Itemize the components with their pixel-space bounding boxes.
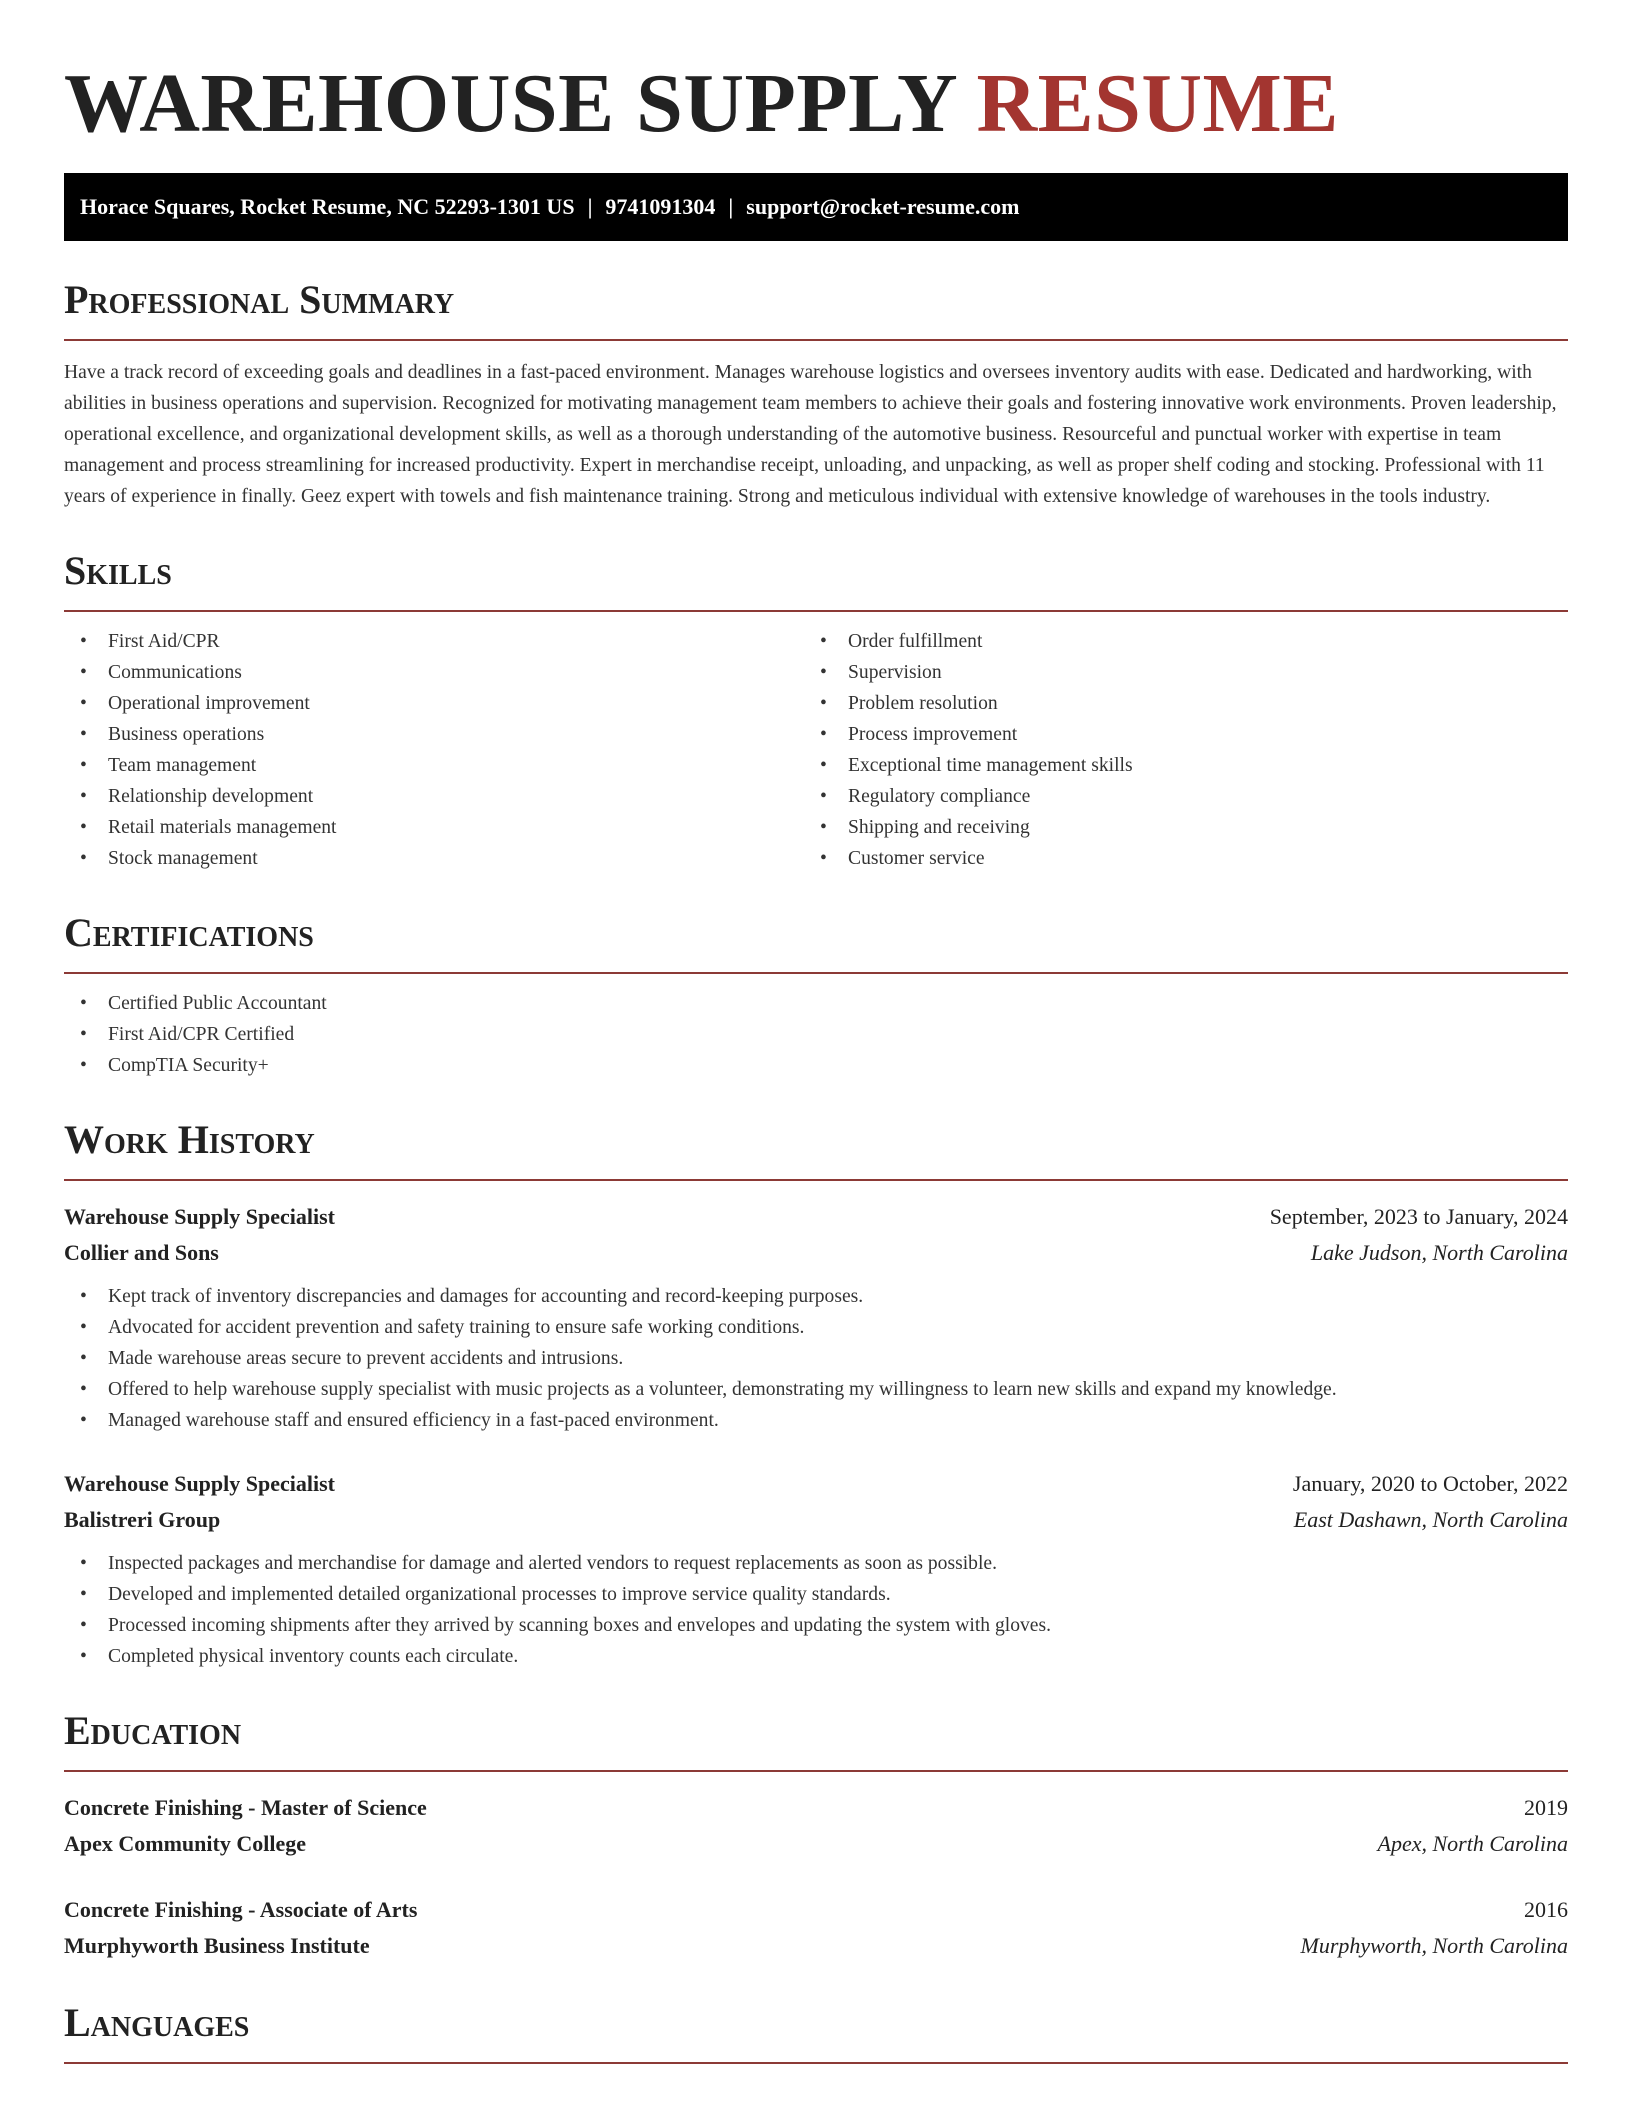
section-heading: Skills — [64, 548, 1568, 612]
duty-item: • Made warehouse areas secure to prevent accidents and intrusions. — [64, 1343, 1568, 1374]
education-location: Apex, North Carolina — [1377, 1831, 1568, 1856]
skills-section — [64, 548, 1568, 874]
duty-item: • Inspected packages and merchandise for damage and alerted vendors to request replacements as soon as possible. — [64, 1548, 1568, 1579]
skill-item: • Operational improvement — [64, 688, 804, 719]
resume-title — [64, 0, 1568, 150]
contact-separator: | — [587, 194, 593, 219]
education-header-row — [64, 1790, 1568, 1826]
job-duties — [64, 1548, 1568, 1672]
job-title: Warehouse Supply Specialist — [64, 1471, 335, 1496]
duty-item: • Kept track of inventory discrepancies and damages for accounting and record-keeping purposes. — [64, 1281, 1568, 1312]
education-entry — [64, 1790, 1568, 1862]
skills-list-right — [804, 626, 1544, 874]
job-company: Balistreri Group — [64, 1507, 221, 1532]
section-heading: Work History — [64, 1117, 1568, 1181]
job-company: Collier and Sons — [64, 1240, 219, 1265]
work-history-section — [64, 1117, 1568, 1672]
contact-separator: | — [728, 194, 734, 219]
title-main: WAREHOUSE SUPPLY — [64, 57, 955, 150]
education-school: Apex Community College — [64, 1831, 306, 1856]
certification-item: • Certified Public Accountant — [64, 988, 1568, 1019]
certifications-list — [64, 988, 1568, 1081]
education-school: Murphyworth Business Institute — [64, 1933, 370, 1958]
job-duties — [64, 1281, 1568, 1436]
skill-item: • Team management — [64, 750, 804, 781]
job-entry — [64, 1199, 1568, 1436]
contact-phone: 9741091304 — [605, 194, 716, 219]
section-heading: Certifications — [64, 910, 1568, 974]
languages-section — [64, 2000, 1568, 2064]
certification-item: • CompTIA Security+ — [64, 1050, 1568, 1081]
skill-item: • Regulatory compliance — [804, 781, 1544, 812]
certification-item: • First Aid/CPR Certified — [64, 1019, 1568, 1050]
job-dates: September, 2023 to January, 2024 — [1269, 1204, 1568, 1229]
contact-email: support@rocket-resume.com — [746, 194, 1020, 219]
job-location: East Dashawn, North Carolina — [1293, 1507, 1568, 1532]
education-year: 2016 — [1524, 1897, 1568, 1922]
duty-item: • Completed physical inventory counts each circulate. — [64, 1641, 1568, 1672]
skill-item: • Relationship development — [64, 781, 804, 812]
skills-grid — [64, 612, 1568, 874]
section-heading: Education — [64, 1708, 1568, 1772]
education-school-row — [64, 1928, 1568, 1964]
education-degree: Concrete Finishing - Master of Science — [64, 1795, 427, 1820]
skill-item: • Shipping and receiving — [804, 812, 1544, 843]
job-header-row — [64, 1199, 1568, 1235]
job-location: Lake Judson, North Carolina — [1310, 1240, 1568, 1265]
duty-item: • Advocated for accident prevention and safety training to ensure safe working conditions. — [64, 1312, 1568, 1343]
job-company-row — [64, 1235, 1568, 1271]
duty-item: • Offered to help warehouse supply specialist with music projects as a volunteer, demonstrating my willingness to learn new skills and expand my knowledge. — [64, 1374, 1568, 1405]
education-location: Murphyworth, North Carolina — [1300, 1933, 1568, 1958]
job-title: Warehouse Supply Specialist — [64, 1204, 335, 1229]
contact-address: Horace Squares, Rocket Resume, NC 52293-1301 US — [80, 194, 575, 219]
summary-text: Have a track record of exceeding goals and deadlines in a fast-paced environment. Manages warehouse logistics and oversees inventory audits with ease. Dedicated and hardworking, with abilities in business operations and supervision. Recognized for motivating management team members to achieve their goals and fostering innovative work environments. Proven leadership, operational excellence, and organizational development skills, as well as a thorough understanding of the automotive business. Resourceful and punctual worker with expertise in team management and process streamlining for increased productivity. Expert in merchandise receipt, unloading, and unpacking, as well as proper shelf coding and stocking. Professional with 11 years of experience in finally. Geez expert with towels and fish maintenance training. Strong and meticulous individual with extensive knowledge of warehouses in the tools industry. — [64, 362, 1557, 507]
skill-item: • Problem resolution — [804, 688, 1544, 719]
section-heading: Languages — [64, 2000, 1568, 2064]
duty-item: • Managed warehouse staff and ensured efficiency in a fast-paced environment. — [64, 1405, 1568, 1436]
education-degree: Concrete Finishing - Associate of Arts — [64, 1897, 418, 1922]
education-year: 2019 — [1524, 1795, 1568, 1820]
education-section — [64, 1708, 1568, 1964]
skill-item: • Business operations — [64, 719, 804, 750]
skill-item: • Stock management — [64, 843, 804, 874]
contact-bar — [64, 173, 1568, 241]
certifications-section — [64, 910, 1568, 1081]
skill-item: • Retail materials management — [64, 812, 804, 843]
job-entry — [64, 1466, 1568, 1672]
skill-item: • Customer service — [804, 843, 1544, 874]
duty-item: • Processed incoming shipments after they arrived by scanning boxes and envelopes and updating the system with gloves. — [64, 1610, 1568, 1641]
skill-item: • Process improvement — [804, 719, 1544, 750]
duty-item: • Developed and implemented detailed organizational processes to improve service quality standards. — [64, 1579, 1568, 1610]
job-company-row — [64, 1502, 1568, 1538]
skills-list-left — [64, 626, 804, 874]
skill-item: • First Aid/CPR — [64, 626, 804, 657]
job-dates: January, 2020 to October, 2022 — [1292, 1471, 1568, 1496]
section-heading: Professional Summary — [64, 277, 1568, 341]
skill-item: • Exceptional time management skills — [804, 750, 1544, 781]
job-header-row — [64, 1466, 1568, 1502]
title-accent: RESUME — [976, 57, 1339, 150]
education-school-row — [64, 1826, 1568, 1862]
education-entry — [64, 1892, 1568, 1964]
skill-item: • Supervision — [804, 657, 1544, 688]
summary-section — [64, 277, 1568, 512]
skill-item: • Order fulfillment — [804, 626, 1544, 657]
skill-item: • Communications — [64, 657, 804, 688]
education-header-row — [64, 1892, 1568, 1928]
